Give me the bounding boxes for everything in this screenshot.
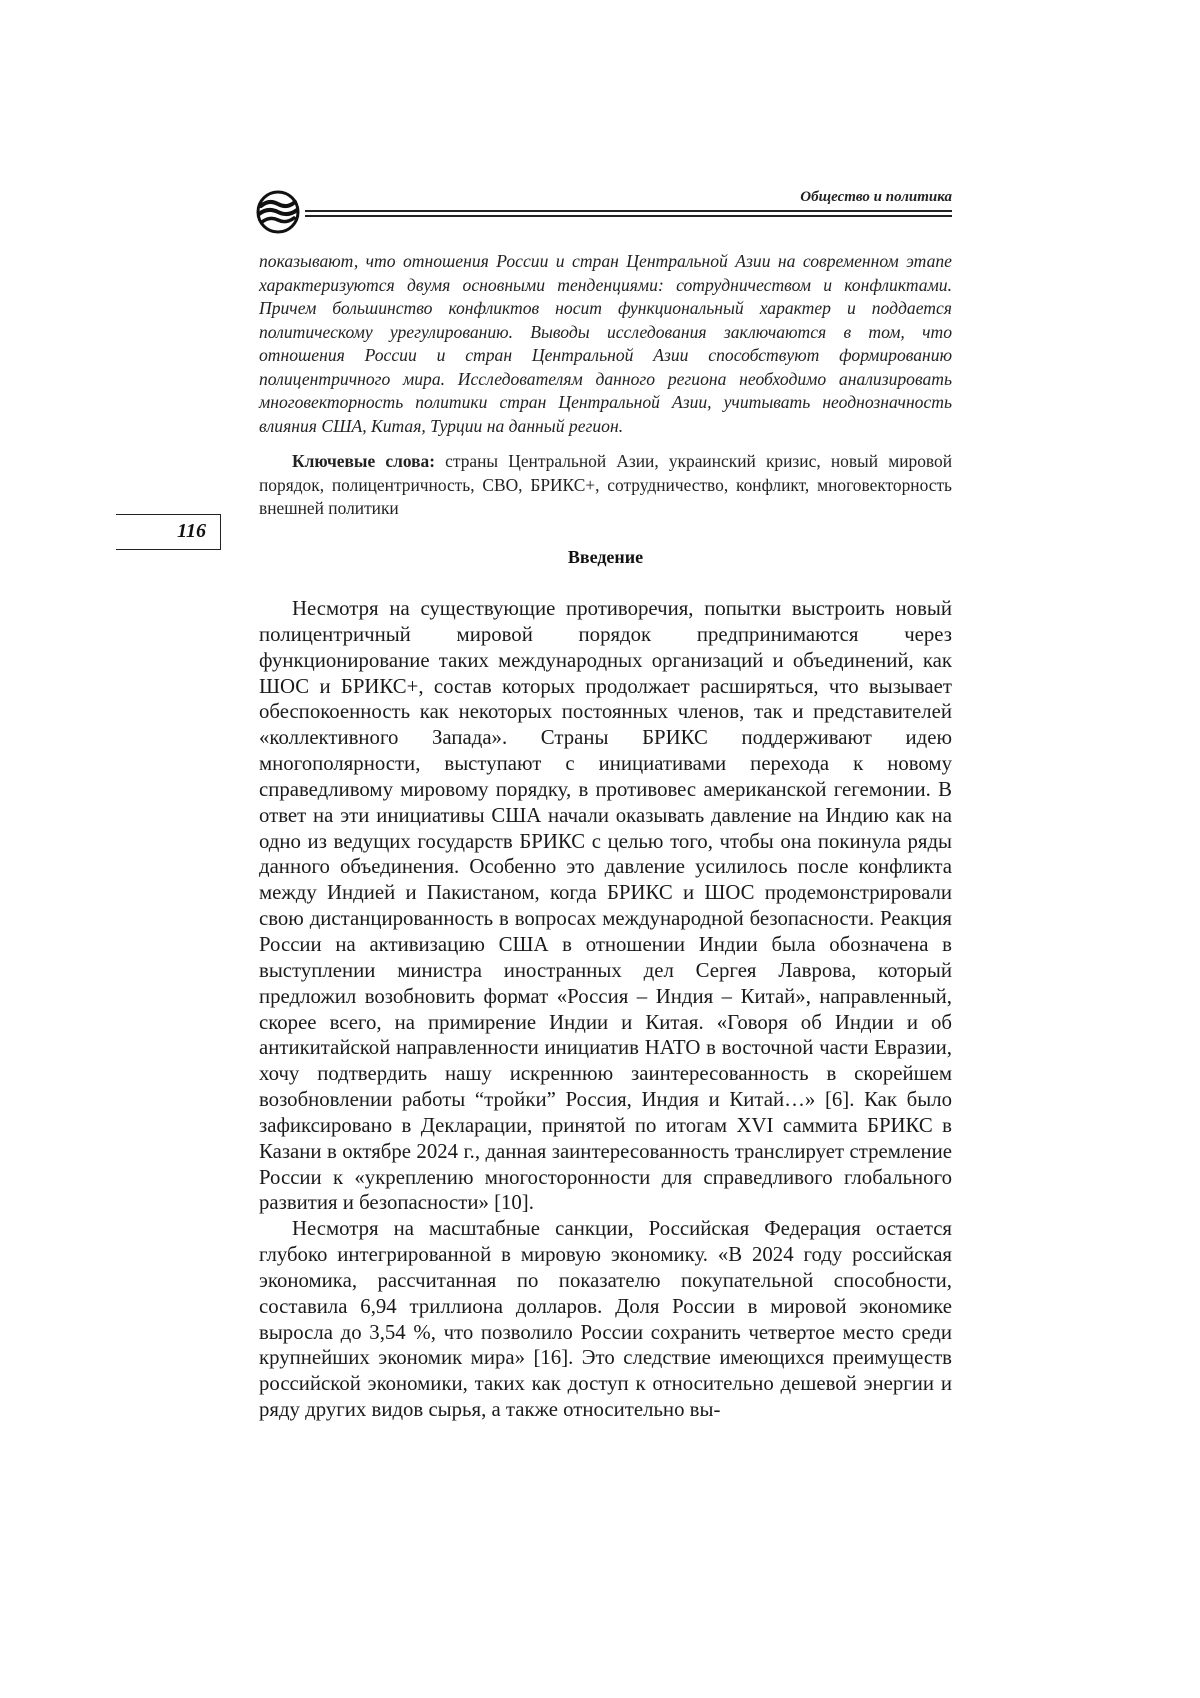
page-number-box xyxy=(116,514,221,550)
section-heading: Введение xyxy=(567,547,644,567)
body-text xyxy=(259,596,952,1423)
keywords-label: Ключевые слова: xyxy=(292,451,435,471)
keywords-text: страны Центральной Азии, украинский кризис, новый мировой порядок, полицентричность, СВО, БРИКС+, сотрудничество, конфликт, многовекторность внешней политики xyxy=(259,451,953,518)
abstract-text: показывают, что отношения России и стран Центральной Азии на современном этапе характеризуются двумя основными тенденциями: сотрудничеством и конфликтами. Причем большинство конфликтов носит функциональный характер и поддается политическому урегулированию. Выводы исследования заключаются в том, что отношения России и стран Центральной Азии способствуют формированию полицентричного мира. Исследователям данного региона необходимо анализировать многовекторность политики стран Центральной Азии, учитывать неоднозначность влияния США, Китая, Турции на данный регион. xyxy=(259,251,952,436)
running-header xyxy=(255,186,952,232)
body-paragraph: Несмотря на масштабные санкции, Российская Федерация остается глубоко интегрированной в мировую экономику. «В 2024 году российская экономика, рассчитанная по показателю покупательной способности, составила 6,94 триллиона долларов. Доля России в мировой экономике выросла до 3,54 %, что позволило России сохранить четвертое место среди крупнейших экономик мира» [16]. Это следствие имеющихся преимуществ российской экономики, таких как доступ к относительно дешевой энергии и ряду других видов сырья, а также относительно вы- xyxy=(259,1217,952,1422)
page-number: 116 xyxy=(177,520,206,542)
wave-globe-icon xyxy=(255,190,301,234)
header-rule-top xyxy=(305,210,952,212)
keywords xyxy=(259,450,952,521)
journal-section-title: Общество и политика xyxy=(800,189,952,205)
body-paragraph: Несмотря на существующие противоречия, попытки выстроить новый полицентричный мировой порядок предпринимаются через функционирование таких международных организаций и объединений, как ШОС и БРИКС+, состав которых продолжает расширяться, что вызывает обеспокоенность как некоторых постоянных членов, так и представителей «коллективного Запада». Страны БРИКС поддерживают идею многополярности, выступают с инициативами перехода к новому справедливому мировому порядку, в противовес американской гегемонии. В ответ на эти инициативы США начали оказывать давление на Индию как на одно из ведущих государств БРИКС с целью того, чтобы она покинула ряды данного объединения. Особенно это давление усилилось после конфликта между Индией и Пакистаном, когда БРИКС и ШОС продемонстрировали свою дистанцированность в вопросах международной безопасности. Реакция России на активизацию США в отношении Индии была обозначена в выступлении министра иностранных дел Сергея Лаврова, который предложил возобновить формат «Россия – Индия – Китай», направленный, скорее всего, на примирение Индии и Китая. «Говоря об Индии и об антикитайской направленности инициатив НАТО в восточной части Евразии, хочу подтвердить нашу искреннюю заинтересованность в скорейшем возобновлении работы “тройки” Россия, Индия и Китай…» [6]. Как было зафиксировано в Декларации, принятой по итогам XVI саммита БРИКС в Казани в октябре 2024 г., данная заинтересованность транслирует стремление России к «укреплению многосторонности для справедливого глобального развития и безопасности» [10]. xyxy=(259,597,952,1215)
header-rule-bottom xyxy=(305,215,952,217)
